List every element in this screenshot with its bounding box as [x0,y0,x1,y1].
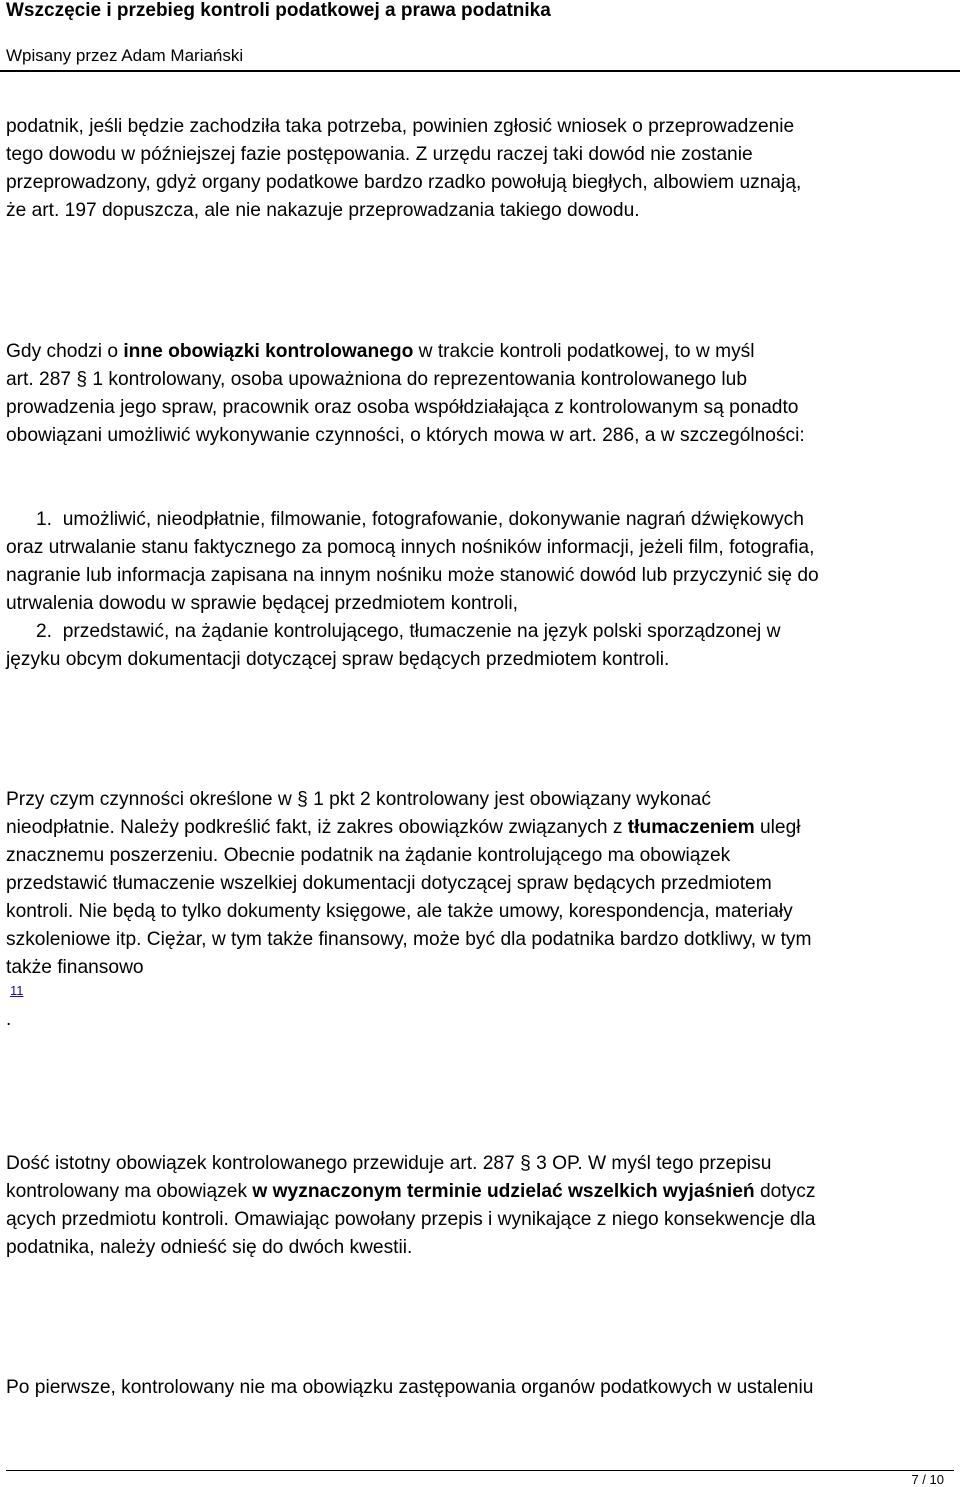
paragraph-translation [6,786,954,982]
author-name: Adam Mariański [121,46,244,65]
list-item-2-line [6,618,954,646]
text-line [6,1178,954,1206]
text-line: języku obcym dokumentacji dotyczącej spraw będących przedmiotem kontroli. [6,649,670,670]
text-line: utrwalenia dowodu w sprawie będącej przedmiotem kontroli, [6,593,518,614]
page-header [0,0,960,72]
text-line: art. 287 § 1 kontrolowany, osoba upoważniona do reprezentowania kontrolowanego lub [6,369,747,390]
footnote-link[interactable]: 11 [10,983,24,998]
author-byline [6,45,243,67]
bold-phrase: w wyznaczonym terminie udzielać wszelkich wyjaśnień [252,1181,755,1202]
text-segment: Gdy chodzi o [6,341,124,362]
text-line: przeprowadzony, gdyż organy podatkowe bardzo rzadko powołują biegłych, albowiem uznają, [6,172,802,193]
text-line: także finansowo [6,957,144,978]
footer-divider [6,1470,954,1471]
text-line: znacznemu poszerzeniu. Obecnie podatnik na żądanie kontrolującego ma obowiązek [6,845,731,866]
text-segment: dotycz [754,1181,816,1202]
list-item-1-line [6,506,954,534]
text-line [6,338,954,366]
text-segment: nieodpłatnie. Należy podkreślić fakt, iż zakres obowiązków związanych z [6,817,628,838]
text-segment: kontrolowany ma obowiązek [6,1181,253,1202]
bold-phrase: tłumaczeniem [627,817,755,838]
text-line [6,814,954,842]
text-line: oraz utrwalanie stanu faktycznego za pomocą innych nośników informacji, jeżeli film, fotografia, [6,537,815,558]
numbered-list [6,506,954,674]
footnote-period: . [6,1009,12,1030]
text-line: że art. 197 dopuszcza, ale nie nakazuje przeprowadzania takiego dowodu. [6,200,640,221]
paragraph-first-point [6,1374,954,1402]
list-number: 1. [36,509,53,530]
author-prefix: Wpisany przez [6,46,118,65]
text-line: prowadzenia jego spraw, pracownik oraz osoba współdziałająca z kontrolowanym są ponadto [6,397,799,418]
text-segment: w trakcie kontroli podatkowej, to w myśl [413,341,755,362]
text-line: Dość istotny obowiązek kontrolowanego przewiduje art. 287 § 3 OP. W myśl tego przepisu [6,1153,772,1174]
paragraph-other-duties [6,338,954,450]
text-line: przedstawić tłumaczenie wszelkiej dokumentacji dotyczącej spraw będących przedmiotem [6,873,772,894]
bold-phrase: inne obowiązki kontrolowanego [123,341,414,362]
text-line: ących przedmiotu kontroli. Omawiając powołany przepis i wynikające z niego konsekwencje dla [6,1209,816,1230]
text-line: podatnika, należy odnieść się do dwóch kwestii. [6,1237,413,1258]
text-line: nagranie lub informacja zapisana na innym nośniku może stanowić dowód lub przyczynić się do [6,565,819,586]
text-line: kontroli. Nie będą to tylko dokumenty księgowe, ale także umowy, korespondencja, materiały [6,901,793,922]
text-segment: przedstawić, na żądanie kontrolującego, tłumaczenie na język polski sporządzonej w [62,621,781,642]
text-line: tego dowodu w późniejszej fazie postępowania. Z urzędu raczej taki dowód nie zostanie [6,144,753,165]
text-segment: umożliwić, nieodpłatnie, filmowanie, fotografowanie, dokonywanie nagrań dźwiękowych [62,509,804,530]
text-line: Przy czym czynności określone w § 1 pkt 2 kontrolowany jest obowiązany wykonać [6,789,711,810]
text-line: obowiązani umożliwić wykonywanie czynności, o których mowa w art. 286, a w szczególności: [6,425,805,446]
text-line: podatnik, jeśli będzie zachodziła taka potrzeba, powinien zgłosić wniosek o przeprowadzenie [6,116,795,137]
paragraph-expert-evidence [6,113,954,225]
text-segment: uległ [754,817,801,838]
list-number: 2. [36,621,53,642]
document-title: Wszczęcie i przebieg kontroli podatkowej a prawa podatnika [6,0,551,21]
page-number: 7 / 10 [911,1472,944,1487]
text-line: szkoleniowe itp. Ciężar, w tym także finansowy, może być dla podatnika bardzo dotkliwy, w tym [6,929,812,950]
header-divider [0,70,960,72]
paragraph-explanations [6,1150,954,1262]
text-line: Po pierwsze, kontrolowany nie ma obowiązku zastępowania organów podatkowych w ustaleniu [6,1377,814,1398]
